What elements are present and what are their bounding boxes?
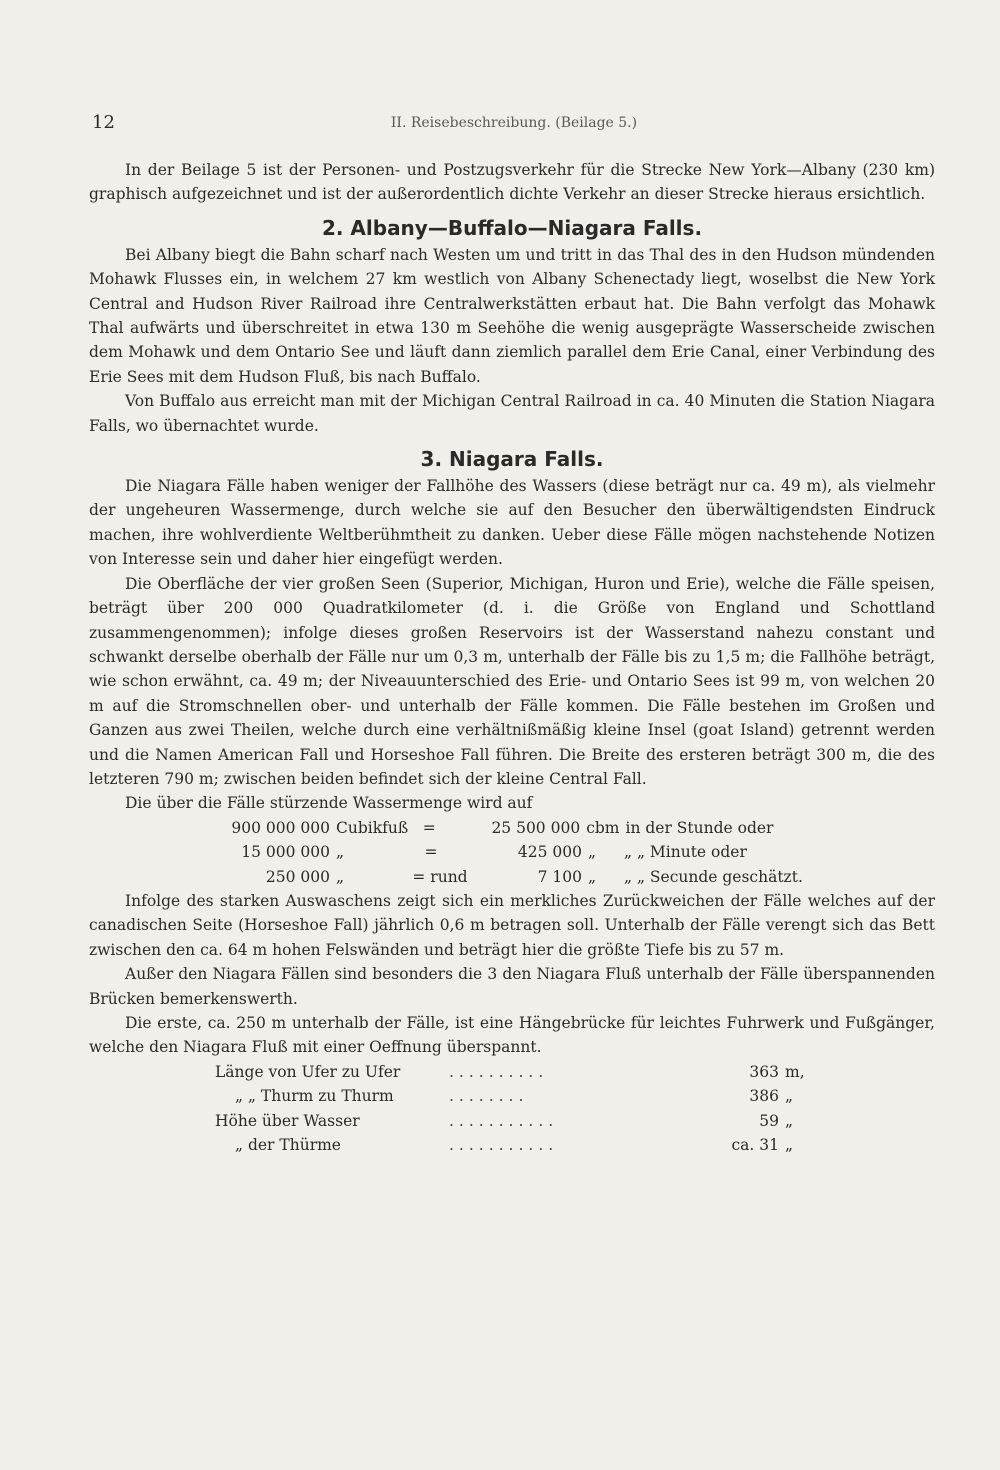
flow-metric: 7 100 (537, 867, 582, 886)
section-3-paragraph-4: Infolge des starken Auswaschens zeigt sich ein merkliches Zurückweichen der Fälle welches auf der canadischen Seite (Horseshoe Fall) jährlich 0,6 m betragen soll. Unterhalb der Fälle verengt sich das Bett zwischen den ca. 64 m hohen Felswänden und beträgt hier die größte Tiefe bis zu 57 m. (89, 891, 935, 959)
leader-dots: ........ (449, 1087, 529, 1106)
flow-metric-unit: „ (588, 843, 597, 862)
bridge-dimensions-table (89, 1060, 935, 1158)
flow-period: „ „ Minute oder (624, 843, 747, 862)
flow-amount: 250 000 (265, 867, 330, 886)
flow-metric: 25 500 000 (491, 818, 581, 837)
section-3-paragraph-5: Außer den Niagara Fällen sind besonders die 3 den Niagara Fluß unterhalb der Fälle überspannenden Brücken bemerkenswerth. (89, 965, 935, 1008)
flow-unit: „ (336, 867, 345, 886)
flow-period: „ „ Secunde geschätzt. (624, 867, 803, 886)
running-head: II. Reisebeschreibung. (Beilage 5.) (390, 115, 638, 131)
dimension-value: ca. 31 (731, 1135, 779, 1154)
dimension-row (89, 1060, 935, 1084)
dimension-unit: „ (785, 1087, 794, 1106)
page-header (88, 112, 940, 136)
flow-metric-unit: cbm (586, 818, 620, 837)
dimension-value: 363 (749, 1062, 779, 1081)
flow-equals: = rund (412, 867, 468, 886)
flow-metric-unit: „ (588, 867, 597, 886)
dimension-unit: „ (785, 1111, 794, 1130)
dimension-value: 59 (759, 1111, 779, 1130)
flow-period: in der Stunde oder (625, 818, 774, 837)
dimension-label: „ „ Thurm zu Thurm (235, 1087, 394, 1106)
dimension-label: Länge von Ufer zu Ufer (215, 1062, 401, 1081)
dimension-value: 386 (749, 1087, 779, 1106)
flow-amount: 900 000 000 (231, 818, 330, 837)
section-3-paragraph-2: Die Oberfläche der vier großen Seen (Superior, Michigan, Huron und Erie), welche die Fälle speisen, beträgt über 200 000 Quadratkilometer (d. i. die Größe von England und Schottland zusammengenommen); infolge dieses großen Reservoirs ist der Wasserstand nahezu constant und schwankt derselbe oberhalb der Fälle nur um 0,3 m, unterhalb der Fälle bis zu 1,5 m; die Fallhöhe beträgt, wie schon erwähnt, ca. 49 m; der Niveauunterschied des Erie- und Ontario Sees ist 99 m, von welchen 20 m auf die Stromschnellen ober- und unterhalb der Fälle kommen. Die Fälle bestehen im Großen und Ganzen aus zwei Theilen, welche durch eine verhältnißmäßig kleine Insel (goat Island) getrennt werden und die Namen American Fall und Horseshoe Fall führen. Die Breite des ersteren beträgt 300 m, die des letzteren 790 m; zwischen beiden befindet sich der kleine Central Fall. (89, 574, 935, 788)
flow-row (89, 865, 935, 889)
leader-dots: ........... (449, 1111, 559, 1130)
dimension-label: Höhe über Wasser (215, 1111, 360, 1130)
dimension-row (89, 1109, 935, 1133)
leader-dots: ........... (449, 1135, 559, 1154)
leader-dots: .......... (449, 1062, 549, 1081)
dimension-unit: „ (785, 1135, 794, 1154)
section-2-paragraph-1: Bei Albany biegt die Bahn scharf nach Westen um und tritt in das Thal des in den Hudson mündenden Mohawk Flusses ein, in welchem 27 km westlich von Albany Schenectady liegt, woselbst die New York Central and Hudson River Railroad ihre Centralwerkstätten erbaut hat. Die Bahn verfolgt das Mohawk Thal aufwärts und überschreitet in etwa 130 m Seehöhe die wenig ausgeprägte Wasserscheide zwischen dem Mohawk und dem Ontario See und läuft dann ziemlich parallel dem Erie Canal, einer Verbindung des Erie Sees mit dem Hudson Fluß, bis nach Buffalo. (89, 245, 935, 386)
section-3-paragraph-3: Die über die Fälle stürzende Wassermenge wird auf (125, 794, 533, 813)
page-body (89, 158, 935, 1157)
section-3-paragraph-1: Die Niagara Fälle haben weniger der Fallhöhe des Wassers (diese beträgt nur ca. 49 m), als vielmehr der ungeheuren Wassermenge, durch welche sie auf den Besucher den überwältigendsten Eindruck machen, ihre wohlverdiente Weltberühmtheit zu danken. Ueber diese Fälle mögen nachstehende Notizen von Interesse sein und daher hier eingefügt werden. (89, 477, 935, 569)
water-flow-table (89, 816, 935, 889)
dimension-label: „ der Thürme (235, 1135, 341, 1154)
section-3-paragraph-6: Die erste, ca. 250 m unterhalb der Fälle, ist eine Hängebrücke für leichtes Fuhrwerk und Fußgänger, welche den Niagara Fluß mit einer Oeffnung überspannt. (89, 1013, 935, 1057)
section-2-heading: 2. Albany—Buffalo—Niagara Falls. (321, 215, 703, 240)
flow-equals: = (424, 843, 438, 862)
flow-metric: 425 000 (517, 843, 582, 862)
dimension-unit: m, (785, 1062, 805, 1081)
flow-unit: „ (336, 843, 345, 862)
flow-row (89, 840, 935, 864)
section-3-heading: 3. Niagara Falls. (420, 447, 604, 472)
intro-paragraph: In der Beilage 5 ist der Personen- und Postzugsverkehr für die Strecke New York—Albany (230 km) graphisch aufgezeichnet und ist der außerordentlich dichte Verkehr an dieser Strecke hieraus ersichtlich. (89, 161, 935, 204)
dimension-row (89, 1133, 935, 1157)
dimension-row (89, 1084, 935, 1108)
page-number: 12 (92, 112, 115, 133)
flow-amount: 15 000 000 (241, 843, 330, 862)
flow-unit: Cubikfuß (336, 818, 409, 837)
section-2-paragraph-2: Von Buffalo aus erreicht man mit der Michigan Central Railroad in ca. 40 Minuten die Station Niagara Falls, wo übernachtet wurde. (89, 392, 935, 435)
flow-row (89, 816, 935, 840)
flow-equals: = (422, 818, 436, 837)
